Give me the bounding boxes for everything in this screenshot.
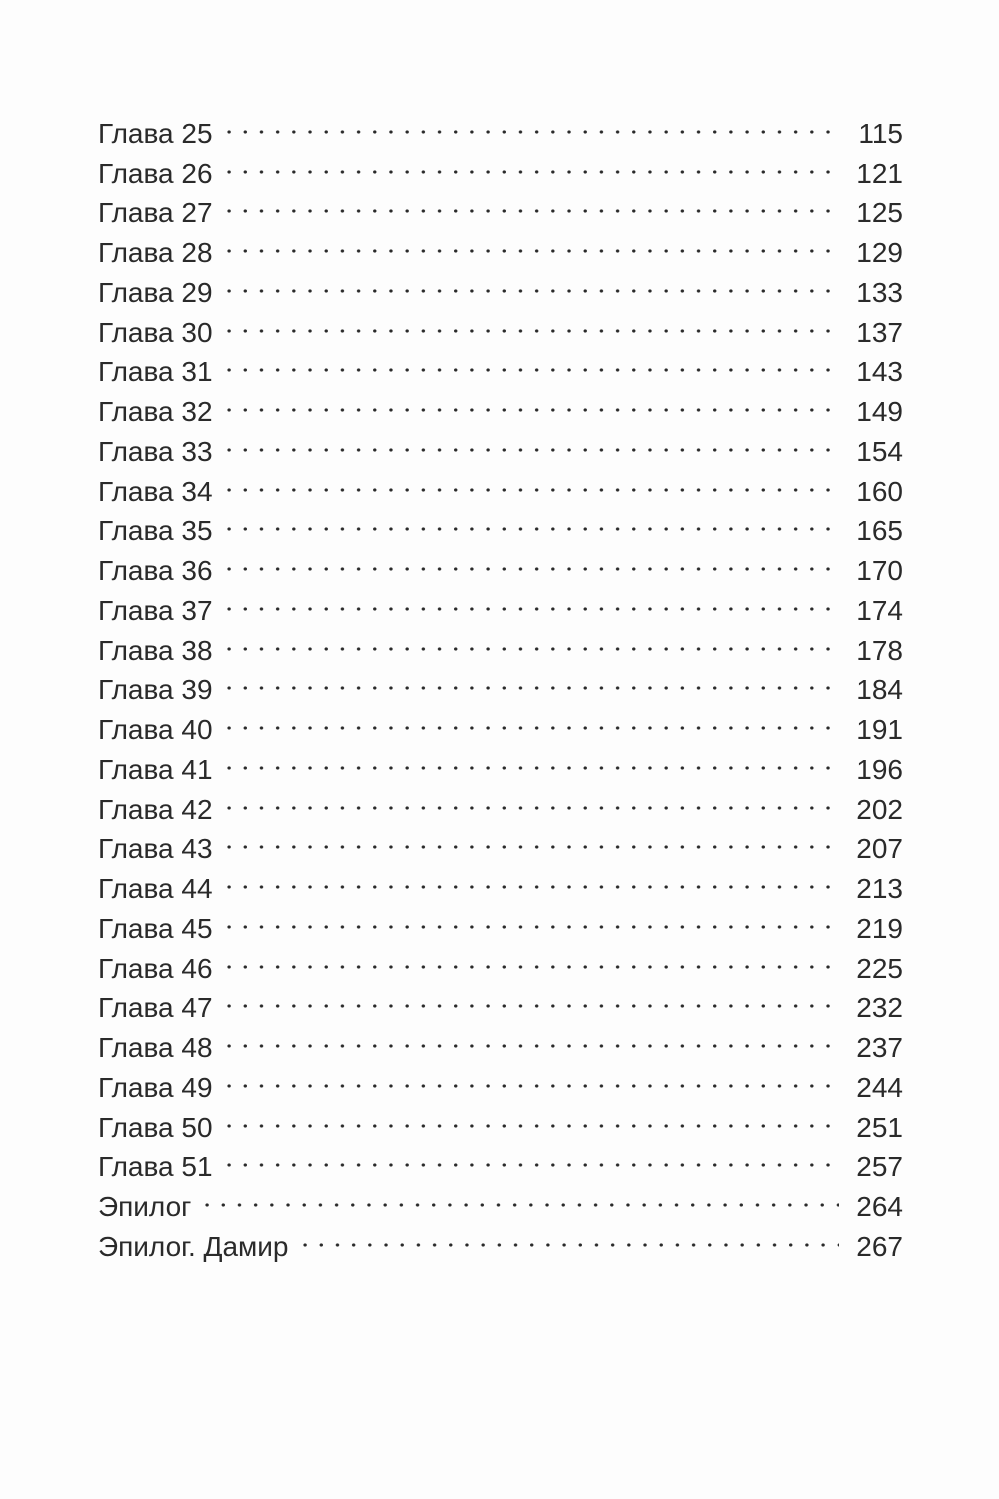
toc-entry-title: Глава 27 xyxy=(98,197,213,229)
toc-dot-leader xyxy=(199,1176,847,1216)
toc-entry-page-number: 129 xyxy=(856,237,903,268)
toc-entry-title: Глава 28 xyxy=(98,237,213,268)
toc-entry-page-number: 196 xyxy=(856,753,903,785)
toc-entry-title: Глава 34 xyxy=(98,475,213,507)
toc-dot-leader xyxy=(221,222,847,262)
toc-entry-page-number: 154 xyxy=(856,435,903,467)
toc-entry-title: Глава 41 xyxy=(98,753,213,785)
toc-dot-leader xyxy=(221,858,847,898)
toc-dot-leader xyxy=(221,779,847,819)
toc-entry-page-number: 133 xyxy=(856,276,903,308)
toc-dot-leader xyxy=(221,978,847,1018)
toc-dot-leader xyxy=(221,302,847,342)
toc-entry-title: Глава 39 xyxy=(98,674,213,706)
toc-entry-title: Глава 35 xyxy=(98,515,213,547)
toc-entry-page-number: 232 xyxy=(856,992,903,1024)
toc-entry-title: Глава 32 xyxy=(98,396,213,427)
toc-entry-page-number: 251 xyxy=(856,1111,903,1143)
toc-dot-leader xyxy=(221,580,847,620)
toc-entry-page-number: 207 xyxy=(856,833,903,865)
toc-entry-29 xyxy=(98,1216,903,1262)
toc-entry-title: Глава 50 xyxy=(98,1111,213,1143)
toc-entry-page-number: 178 xyxy=(856,634,903,666)
toc-entry-page-number: 184 xyxy=(856,674,903,706)
toc-dot-leader xyxy=(221,938,847,978)
toc-entry-title: Глава 25 xyxy=(98,117,213,149)
toc-dot-leader xyxy=(221,699,847,739)
toc-dot-leader xyxy=(221,1137,847,1177)
toc-entry-page-number: 160 xyxy=(856,475,903,507)
toc-dot-leader xyxy=(221,381,847,421)
toc-entry-title: Глава 31 xyxy=(98,356,213,388)
toc-dot-leader xyxy=(221,1017,847,1057)
toc-entry-page-number: 115 xyxy=(858,117,903,149)
toc-entry-title: Глава 33 xyxy=(98,435,213,467)
toc-entry-page-number: 264 xyxy=(856,1191,903,1222)
toc-entry-title: Глава 47 xyxy=(98,992,213,1024)
toc-entry-title: Глава 45 xyxy=(98,912,213,944)
toc-entry-page-number: 257 xyxy=(856,1151,903,1183)
toc-entry-page-number: 267 xyxy=(856,1230,903,1262)
toc-entry-1 xyxy=(98,103,903,149)
toc-entry-page-number: 244 xyxy=(856,1071,903,1103)
toc-entry-page-number: 143 xyxy=(856,356,903,388)
toc-dot-leader xyxy=(221,660,847,700)
toc-dot-leader xyxy=(221,342,847,382)
toc-entry-page-number: 225 xyxy=(856,952,903,984)
toc-dot-leader xyxy=(221,501,847,541)
toc-entry-page-number: 219 xyxy=(856,912,903,944)
toc-dot-leader xyxy=(221,461,847,501)
toc-entry-title: Глава 43 xyxy=(98,833,213,865)
toc-entry-title: Глава 38 xyxy=(98,634,213,666)
toc-entry-title: Глава 44 xyxy=(98,873,213,904)
toc-entry-page-number: 149 xyxy=(856,396,903,427)
toc-dot-leader xyxy=(221,1057,847,1097)
toc-entry-title: Глава 51 xyxy=(98,1151,213,1183)
toc-entry-title: Глава 49 xyxy=(98,1071,213,1103)
toc-dot-leader xyxy=(221,898,847,938)
toc-entry-title: Глава 42 xyxy=(98,793,213,825)
toc-dot-leader xyxy=(221,421,847,461)
toc-entry-page-number: 213 xyxy=(856,873,903,904)
toc-entry-title: Глава 37 xyxy=(98,594,213,626)
toc-entry-title: Глава 46 xyxy=(98,952,213,984)
toc-entry-page-number: 237 xyxy=(856,1032,903,1063)
toc-dot-leader xyxy=(221,183,847,223)
toc-dot-leader xyxy=(221,819,847,859)
toc-dot-leader xyxy=(221,262,847,302)
table-of-contents xyxy=(98,103,903,1262)
toc-entry-title: Глава 30 xyxy=(98,316,213,348)
toc-entry-title: Глава 48 xyxy=(98,1032,213,1063)
toc-dot-leader xyxy=(221,739,847,779)
toc-entry-28 xyxy=(98,1176,903,1222)
toc-entry-page-number: 137 xyxy=(856,316,903,348)
toc-entry-page-number: 174 xyxy=(856,594,903,626)
toc-entry-page-number: 202 xyxy=(856,793,903,825)
toc-dot-leader xyxy=(221,620,847,660)
toc-entry-title: Глава 26 xyxy=(98,157,213,189)
toc-entry-page-number: 125 xyxy=(856,197,903,229)
toc-dot-leader xyxy=(221,1097,847,1137)
toc-entry-title: Эпилог xyxy=(98,1191,192,1222)
toc-entry-page-number: 191 xyxy=(856,714,903,745)
toc-dot-leader xyxy=(221,540,847,580)
toc-entry-title: Глава 40 xyxy=(98,714,213,745)
toc-dot-leader xyxy=(221,143,847,183)
toc-dot-leader xyxy=(221,103,847,143)
toc-entry-page-number: 165 xyxy=(856,515,903,547)
toc-entry-title: Эпилог. Дамир xyxy=(98,1230,289,1262)
toc-dot-leader xyxy=(297,1216,847,1256)
toc-entry-page-number: 121 xyxy=(856,157,903,189)
toc-entry-page-number: 170 xyxy=(856,555,903,586)
toc-entry-title: Глава 36 xyxy=(98,555,213,586)
toc-entry-title: Глава 29 xyxy=(98,276,213,308)
